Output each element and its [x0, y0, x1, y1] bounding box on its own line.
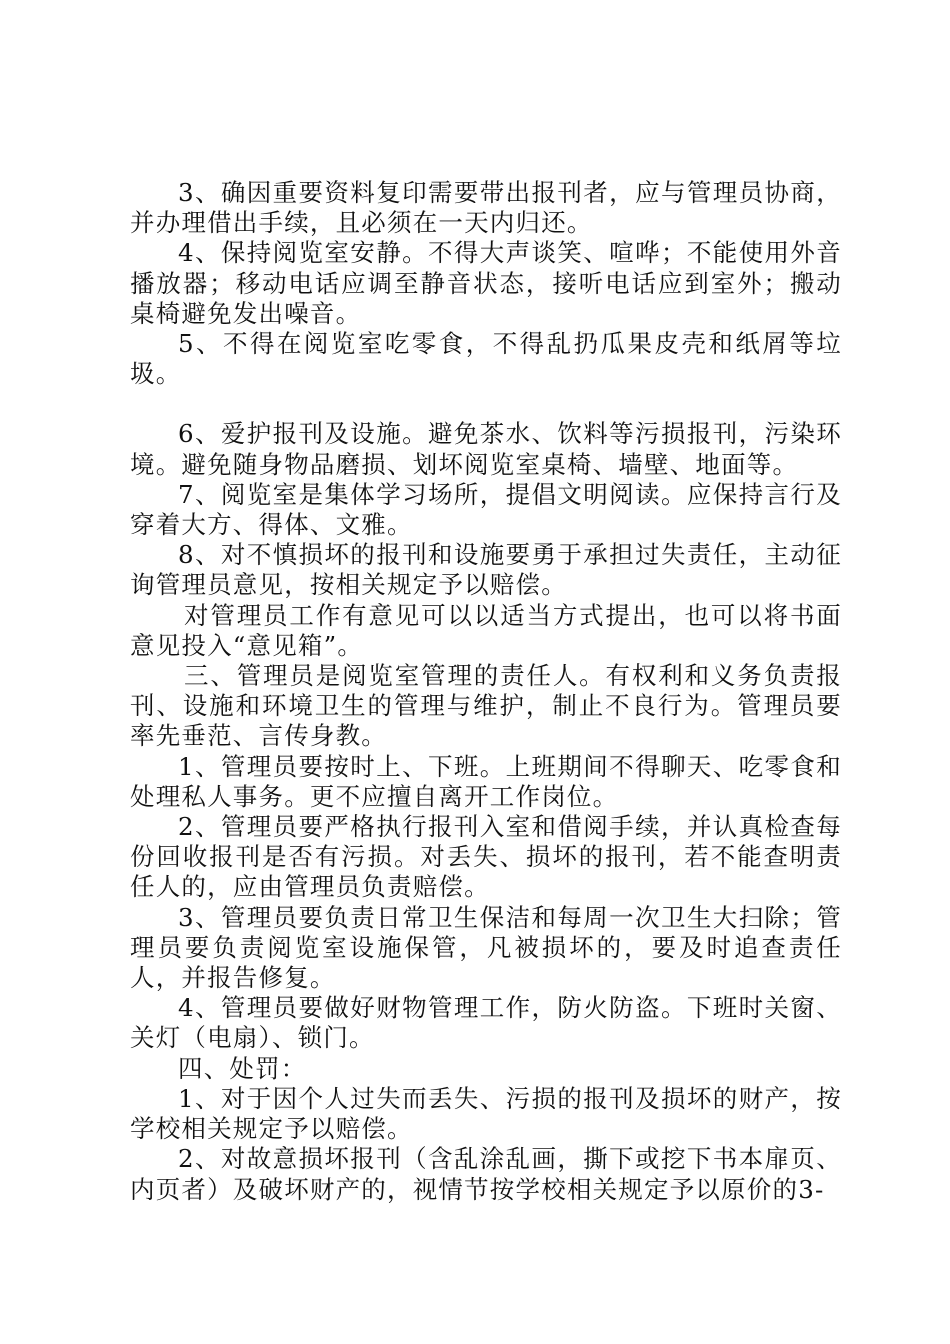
paragraph-admin-3: 3、管理员要负责日常卫生保洁和每周一次卫生大扫除；管理员要负责阅览室设施保管，凡被损坏的，要及时追查责任人，并报告修复。 — [130, 902, 842, 993]
paragraph-section-4-heading: 四、处罚： — [178, 1053, 307, 1083]
paragraph-section-3: 三、管理员是阅览室管理的责任人。有权利和义务负责报刊、设施和环境卫生的管理与维护，制止不良行为。管理员要率先垂范、言传身教。 — [130, 661, 842, 751]
paragraph-rule-5: 5、不得在阅览室吃零食，不得乱扔瓜果皮壳和纸屑等垃圾。 — [130, 329, 842, 389]
paragraph-rule-3: 3、确因重要资料复印需要带出报刊者，应与管理员协商，并办理借出手续，且必须在一天内归还。 — [130, 178, 842, 238]
paragraph-penalty-1: 1、对于因个人过失而丢失、污损的报刊及损坏的财产，按学校相关规定予以赔偿。 — [130, 1083, 842, 1144]
paragraph-rule-7: 7、阅览室是集体学习场所，提倡文明阅读。应保持言行及穿着大方、得体、文雅。 — [130, 479, 842, 540]
paragraph-admin-2: 2、管理员要严格执行报刊入室和借阅手续，并认真检查每份回收报刊是否有污损。对丢失、损坏的报刊，若不能查明责任人的，应由管理员负责赔偿。 — [130, 812, 842, 902]
paragraph-feedback: 对管理员工作有意见可以以适当方式提出，也可以将书面意见投入“意见箱”。 — [130, 600, 842, 660]
paragraph-rule-8: 8、对不慎损坏的报刊和设施要勇于承担过失责任，主动征询管理员意见，按相关规定予以赔偿。 — [130, 540, 842, 600]
document-body — [130, 178, 842, 1205]
paragraph-rule-6: 6、爱护报刊及设施。避免茶水、饮料等污损报刊，污染环境。避免随身物品磨损、划坏阅览室桌椅、墙壁、地面等。 — [130, 419, 842, 479]
paragraph-admin-1: 1、管理员要按时上、下班。上班期间不得聊天、吃零食和处理私人事务。更不应擅自离开工作岗位。 — [130, 751, 842, 811]
paragraph-rule-4: 4、保持阅览室安静。不得大声谈笑、喧哗；不能使用外音播放器；移动电话应调至静音状态，接听电话应到室外；搬动桌椅避免发出噪音。 — [130, 238, 842, 328]
paragraph-admin-4: 4、管理员要做好财物管理工作，防火防盗。下班时关窗、关灯（电扇）、锁门。 — [130, 993, 842, 1053]
paragraph-penalty-2: 2、对故意损坏报刊（含乱涂乱画，撕下或挖下书本扉页、内页者）及破坏财产的，视情节按学校相关规定予以原价的3- — [130, 1144, 842, 1204]
